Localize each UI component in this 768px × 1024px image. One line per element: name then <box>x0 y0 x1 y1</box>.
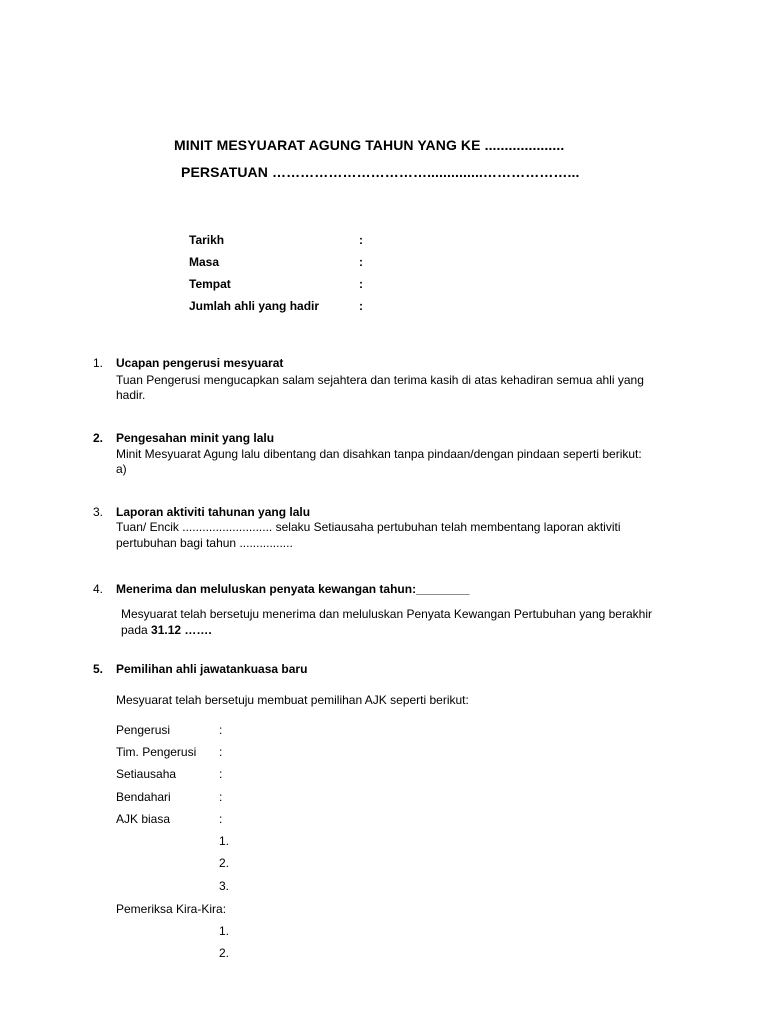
info-label-tarikh: Tarikh <box>189 233 225 247</box>
ajk-role-setiausaha: Setiausaha <box>116 767 177 781</box>
section-number: 5. <box>93 662 104 676</box>
ajk-role-tim-pengerusi: Tim. Pengerusi <box>116 745 197 759</box>
document-title: MINIT MESYUARAT AGUNG TAHUN YANG KE .................... <box>174 137 565 153</box>
ajk-colon: : <box>219 745 223 759</box>
ajk-colon: : <box>219 723 223 737</box>
info-label-masa: Masa <box>189 255 220 269</box>
info-label-tempat: Tempat <box>189 277 231 291</box>
list-item-number: 2. <box>219 946 230 960</box>
section-number: 3. <box>93 505 104 519</box>
section-body: a) <box>116 462 127 476</box>
section-body: pertubuhan bagi tahun ................ <box>116 536 293 550</box>
ajk-role-pengerusi: Pengerusi <box>116 723 171 737</box>
info-colon: : <box>359 299 363 313</box>
list-item-number: 3. <box>219 879 230 893</box>
financial-year-end-date: 31.12 ……. <box>151 623 212 637</box>
ajk-colon: : <box>219 790 223 804</box>
section-body <box>121 623 212 637</box>
ajk-role-bendahari: Bendahari <box>116 790 171 804</box>
section-number: 4. <box>93 582 104 596</box>
section-body: Tuan Pengerusi mengucapkan salam sejahtera dan terima kasih di atas kehadiran semua ahli yang <box>116 373 644 387</box>
ajk-role-ajk-biasa: AJK biasa <box>116 812 171 826</box>
section-heading: Menerima dan meluluskan penyata kewangan tahun:________ <box>116 582 470 596</box>
list-item-number: 2. <box>219 856 230 870</box>
ajk-colon: : <box>219 812 223 826</box>
section-heading: Ucapan pengerusi mesyuarat <box>116 356 284 370</box>
section-heading: Pemilihan ahli jawatankuasa baru <box>116 662 308 676</box>
document-subtitle: PERSATUAN ……………………………..............………………... <box>181 164 580 180</box>
info-colon: : <box>359 233 363 247</box>
section-body: Minit Mesyuarat Agung lalu dibentang dan disahkan tanpa pindaan/dengan pindaan seperti berikut: <box>116 447 642 461</box>
info-colon: : <box>359 255 363 269</box>
info-label-jumlah-ahli: Jumlah ahli yang hadir <box>189 299 320 313</box>
section-body: hadir. <box>116 388 146 402</box>
section-body: Tuan/ Encik ........................... selaku Setiausaha pertubuhan telah membentang laporan aktiviti <box>116 520 621 534</box>
section-body: Mesyuarat telah bersetuju membuat pemilihan AJK seperti berikut: <box>116 693 469 707</box>
section-body: Mesyuarat telah bersetuju menerima dan meluluskan Penyata Kewangan Pertubuhan yang berakhir <box>121 607 652 621</box>
section-number: 1. <box>93 356 104 370</box>
section-body-prefix: pada <box>121 623 152 637</box>
pemeriksa-kira-kira-label: Pemeriksa Kira-Kira: <box>116 902 227 916</box>
list-item-number: 1. <box>219 834 230 848</box>
ajk-colon: : <box>219 767 223 781</box>
section-heading: Laporan aktiviti tahunan yang lalu <box>116 505 311 519</box>
section-number: 2. <box>93 431 104 445</box>
info-colon: : <box>359 277 363 291</box>
section-heading: Pengesahan minit yang lalu <box>116 431 275 445</box>
list-item-number: 1. <box>219 924 230 938</box>
